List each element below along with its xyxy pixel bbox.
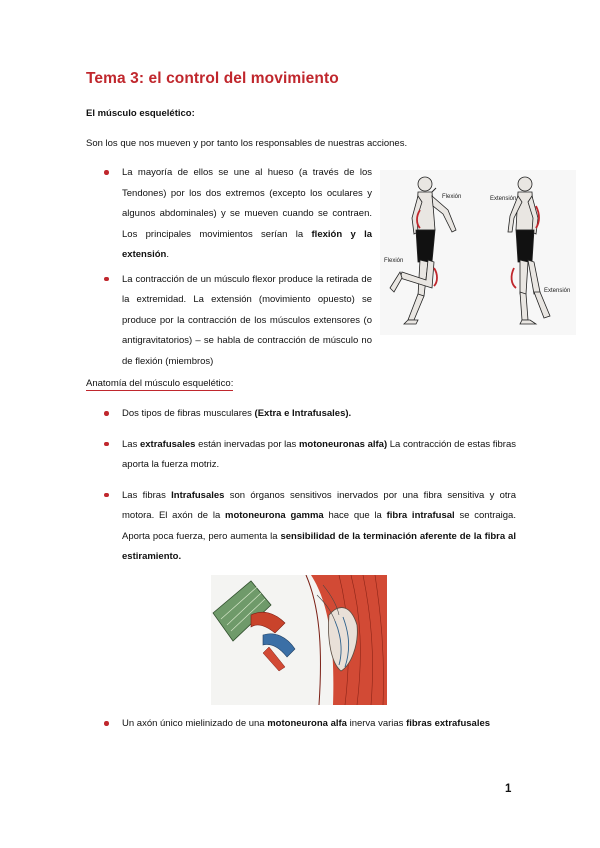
bullet-list-axon <box>86 714 516 735</box>
bullet-list-anatomy <box>86 404 516 578</box>
page-number: 1 <box>505 783 512 795</box>
label-extension-leg: Extensión <box>544 288 571 294</box>
muscle-spindle-illustration <box>211 575 387 705</box>
section-subtitle: El músculo esquelético: <box>86 108 195 119</box>
flexion-extension-figure <box>380 170 576 335</box>
label-flexion-top: Flexión <box>442 194 462 200</box>
list-item: Las extrafusales están inervadas por las motoneuronas alfa) La contracción de estas fibras aporta la fuerza motriz. <box>86 435 516 476</box>
label-extension-top: Extensión <box>490 196 517 202</box>
label-flexion-leg: Flexión <box>384 258 404 264</box>
section-heading-anatomy: Anatomía del músculo esquelético: <box>86 378 234 389</box>
list-item: La contracción de un músculo flexor produce la retirada de la extremidad. La extensión (movimiento opuesto) se produce por la contracción de los músculos extensores (o antigravitatorios) – se habla de contracción de músculo no de flexión (miembros) <box>86 270 372 373</box>
list-item: Dos tipos de fibras musculares (Extra e Intrafusales). <box>86 404 516 425</box>
page-title: Tema 3: el control del movimiento <box>86 70 339 87</box>
intro-paragraph: Son los que nos mueven y por tanto los responsables de nuestras acciones. <box>86 138 408 149</box>
bullet-list-movement <box>86 163 372 376</box>
list-item: Las fibras Intrafusales son órganos sensitivos inervados por una fibra sensitiva y otra motora. El axón de la motoneurona gamma hace que la fibra intrafusal se contraiga. Aporta poca fuerza, pero aumenta la sensibilidad de la terminación aferente de la fibra al estiramiento. <box>86 486 516 568</box>
list-item: Un axón único mielinizado de una motoneurona alfa inerva varias fibras extrafusales <box>86 714 516 735</box>
list-item: La mayoría de ellos se une al hueso (a través de los Tendones) por los dos extremos (excepto los oculares y algunos abdominales) y se mueven cuando se contraen. Los principales movimientos serían la flexión y la extensión. <box>86 163 372 266</box>
